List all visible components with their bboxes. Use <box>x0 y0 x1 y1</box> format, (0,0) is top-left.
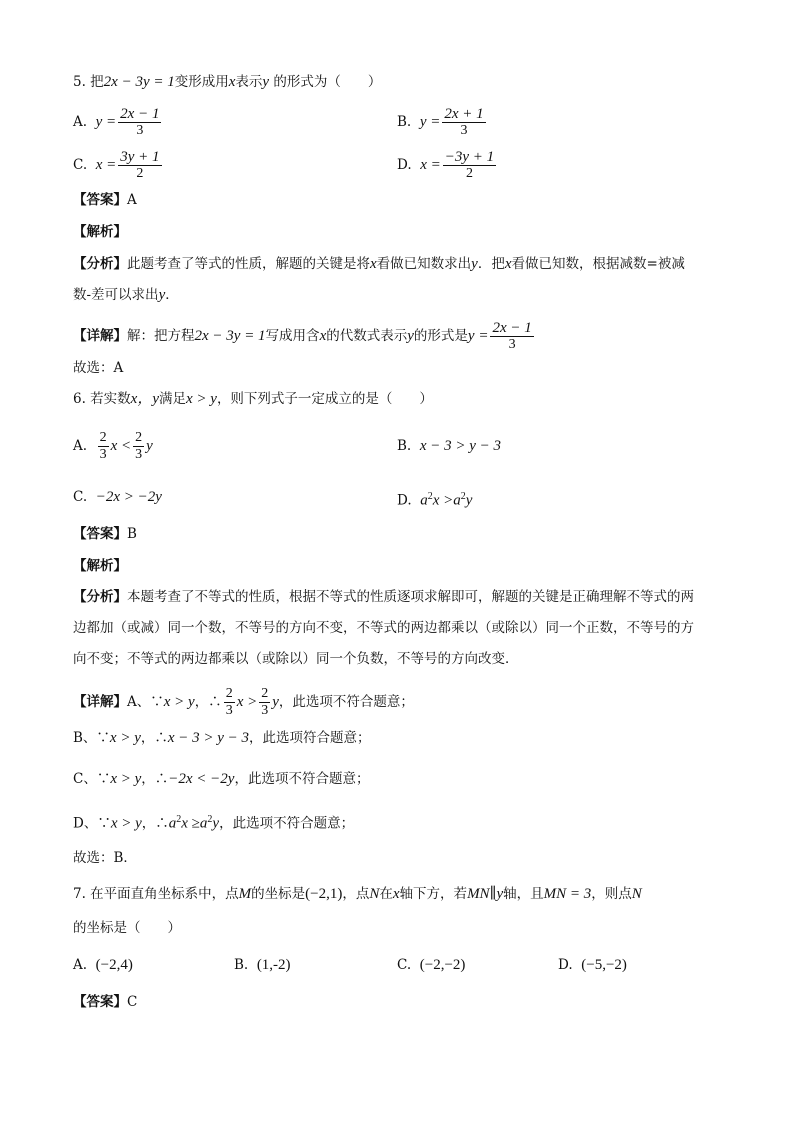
q7-option-b-value: (1,-2) <box>256 957 291 973</box>
q7-option-a <box>73 955 133 975</box>
q5-option-c-lhs: x = <box>95 157 117 173</box>
q6-stem-post: ，则下列式子一定成立的是（ ） <box>216 391 433 407</box>
q6-detail-tag: 【详解】 <box>73 694 127 710</box>
q6-detail-a <box>73 686 414 719</box>
q7-stem-line2-text: 的坐标是（ ） <box>73 920 181 936</box>
q6-detail-d-x: x ≥ <box>181 815 200 832</box>
q5-option-b-num: 2x + 1 <box>444 106 484 122</box>
q6-detail-d-a2: a <box>199 815 208 832</box>
q5-option-c-den: 2 <box>136 166 144 181</box>
q6-detail-c-pre: C、∵ <box>73 771 111 787</box>
q5-fenxi-text4: 看做已知数，根据减数=被减 <box>511 256 685 272</box>
q5-answer <box>73 190 137 210</box>
q6-option-a-mid: x < <box>110 438 132 454</box>
q6-detail-a-pre: A、∵ <box>127 694 164 710</box>
q6-option-d-a2: a <box>453 492 461 509</box>
q6-detail-b-post: ，此选项符合题意； <box>249 730 371 746</box>
q7-mn-parallel: MN∥y <box>467 886 504 902</box>
q6-stem-pre: 6. 若实数 <box>73 391 131 407</box>
q6-choose <box>73 848 137 868</box>
q5-detail-text3: 的代数式表示 <box>326 328 408 344</box>
q6-detail-c-expr: −2x < −2y <box>168 771 235 787</box>
q6-detail-d <box>73 810 354 834</box>
q7-stem-3: 在 <box>379 886 393 902</box>
q5-answer-tag: 【答案】 <box>73 192 127 208</box>
q6-detail-a-mid: ，∴ <box>194 694 222 710</box>
q6-option-c-expr: −2x > −2y <box>95 489 162 505</box>
q7-option-c-label: C. <box>397 957 412 973</box>
q5-detail-x: x <box>319 328 327 344</box>
q7-coord-m: (−2,1) <box>305 886 343 902</box>
q5-detail-fraction <box>490 320 533 353</box>
q5-detail-num: 2x − 1 <box>492 320 532 336</box>
q5-detail-tag: 【详解】 <box>73 328 127 344</box>
q5-option-d-lhs: x = <box>420 157 441 173</box>
q6-detail-b <box>73 728 371 748</box>
q5-option-c-num: 3y + 1 <box>120 149 160 165</box>
q7-option-d-label: D. <box>558 957 573 973</box>
q6-option-a-frac1 <box>98 430 109 463</box>
q5-option-d <box>397 149 498 182</box>
q5-option-a-num: 2x − 1 <box>120 106 160 122</box>
q6-detail-a-cond: x > y <box>163 694 195 710</box>
q6-detail-b-expr: x − 3 > y − 3 <box>167 730 250 746</box>
q5-detail-text2: 写成用含 <box>265 328 320 344</box>
q6-detail-a-op: x > <box>236 694 258 710</box>
q6-option-a-d1: 3 <box>99 447 107 462</box>
q6-fenxi-line3 <box>73 649 519 669</box>
q5-option-a-fraction <box>118 106 161 139</box>
q5-stem-mid2: 表示 <box>235 74 263 90</box>
q7-stem-line2 <box>73 918 181 938</box>
q5-fenxi-text1: 此题考查了等式的性质，解题的关键是将 <box>127 256 370 272</box>
q6-detail-b-cond: x > y <box>109 730 141 746</box>
q6-detail-d-pre: D、∵ <box>73 815 111 832</box>
q5-detail <box>73 320 536 353</box>
q6-detail-d-y: y <box>212 815 220 832</box>
q7-stem-4: 轴下方，若 <box>399 886 468 902</box>
q5-answer-value: A <box>127 192 137 208</box>
q5-stem-pre: 5. 把 <box>73 74 104 90</box>
q6-fenxi-text3: 向不变；不等式的两边都乘以（或除以）同一个负数，不等号的方向改变． <box>73 651 519 667</box>
q5-fenxi-text3: ．把 <box>477 256 505 272</box>
q6-option-d-e1: 2 <box>427 491 433 502</box>
q5-choose-text: 故选：A <box>73 360 124 376</box>
q5-option-a-label: A. <box>73 114 88 130</box>
q6-stem-mid: 满足 <box>159 391 186 407</box>
q7-option-c <box>397 955 465 975</box>
q6-detail-d-mid: ，∴ <box>141 815 169 832</box>
q6-option-a-n1: 2 <box>99 430 107 445</box>
q7-option-d-value: (−5,−2) <box>581 957 627 973</box>
q7-point-m: M <box>238 886 252 902</box>
q6-option-d-a1: a <box>420 492 428 509</box>
q5-stem <box>73 72 381 92</box>
q6-fenxi-line1 <box>73 587 694 607</box>
q6-analysis-tag: 【解析】 <box>73 558 127 574</box>
q6-vars: x，y <box>130 391 159 407</box>
q6-option-d <box>397 487 472 511</box>
q6-choose-text: 故选：B． <box>73 850 137 866</box>
q7-stem-1: 的坐标是 <box>251 886 306 902</box>
q6-detail-d-a1: a <box>168 815 177 832</box>
q5-detail-y: y <box>407 328 414 344</box>
q5-detail-eq: 2x − 3y = 1 <box>194 328 266 344</box>
q6-detail-c-cond: x > y <box>110 771 142 787</box>
q5-option-b-fraction <box>442 106 485 139</box>
q6-answer <box>73 524 137 544</box>
q6-detail-a-y: y <box>272 694 279 710</box>
q6-option-c-label: C. <box>73 489 88 505</box>
q6-detail-b-pre: B、∵ <box>73 730 110 746</box>
q6-fenxi-tag: 【分析】 <box>73 589 127 605</box>
q7-option-a-label: A. <box>73 957 88 973</box>
q5-option-c-label: C. <box>73 157 88 173</box>
q6-fenxi-text2: 边都加（或减）同一个数，不等号的方向不变，不等式的两边都乘以（或除以）同一个正数，不等号的方 <box>73 620 694 636</box>
q5-detail-den: 3 <box>508 337 516 352</box>
q5-var-y: y <box>262 74 270 90</box>
q7-answer-value: C <box>127 994 138 1010</box>
q5-fenxi-line2-a: 数-差可以求出 <box>73 287 159 303</box>
q5-stem-mid: 变形成用 <box>174 74 229 90</box>
q5-option-c-fraction <box>118 149 161 182</box>
q5-fenxi-text2: 看做已知数求出 <box>376 256 472 272</box>
q6-detail-a-n2: 2 <box>261 686 269 701</box>
q6-detail-b-mid: ，∴ <box>140 730 168 746</box>
q5-detail-text1: 解：把方程 <box>127 328 195 344</box>
q6-analysis-heading <box>73 556 127 576</box>
q6-detail-a-d1: 3 <box>225 703 233 718</box>
q6-detail-a-d2: 3 <box>261 703 269 718</box>
q5-option-a <box>73 106 163 139</box>
q6-option-b <box>397 436 501 456</box>
q5-detail-lhs: y = <box>467 328 489 344</box>
q7-x: x <box>392 886 400 902</box>
q6-fenxi-line2 <box>73 618 694 638</box>
q6-option-b-label: B. <box>397 438 412 454</box>
q7-option-b-label: B. <box>234 957 249 973</box>
q5-option-d-fraction <box>443 149 496 182</box>
q7-stem-line1 <box>73 884 642 904</box>
q7-stem-5: 轴，且 <box>503 886 544 902</box>
q6-detail-c-post: ，此选项不符合题意； <box>234 771 370 787</box>
q5-option-b-lhs: y = <box>419 114 441 130</box>
q7-option-a-value: (−2,4) <box>95 957 133 973</box>
q5-var-x: x <box>228 74 236 90</box>
q6-option-a-tail: y <box>146 438 153 454</box>
q7-stem-2: ，点 <box>342 886 370 902</box>
q5-option-c <box>73 149 164 182</box>
q6-option-d-x: x > <box>432 492 454 509</box>
q6-option-a-label: A. <box>73 438 88 454</box>
q7-stem-pre: 7. 在平面直角坐标系中，点 <box>73 886 239 902</box>
q7-point-n: N <box>369 886 380 902</box>
q6-option-d-y: y <box>465 492 473 509</box>
q6-option-c <box>73 487 162 507</box>
q6-option-d-e2: 2 <box>460 491 466 502</box>
q6-detail-a-frac1 <box>224 686 235 719</box>
q5-fenxi-y: y <box>471 256 478 272</box>
q5-fenxi-line2-y: y <box>158 287 166 303</box>
q5-fenxi-line2-b: ． <box>165 287 179 303</box>
q5-option-b <box>397 106 488 139</box>
q5-option-b-den: 3 <box>460 123 468 138</box>
q6-detail-a-n1: 2 <box>225 686 233 701</box>
q7-answer <box>73 992 137 1012</box>
q5-fenxi-line2 <box>73 285 179 305</box>
q6-detail-a-post: ，此选项不符合题意； <box>278 694 414 710</box>
q5-fenxi-x2: x <box>504 256 512 272</box>
q5-detail-text4: 的形式是 <box>413 328 468 344</box>
q7-option-b <box>234 955 291 975</box>
q6-answer-value: B <box>127 526 137 542</box>
q7-option-d <box>558 955 627 975</box>
q6-option-d-label: D. <box>397 492 412 509</box>
q6-option-a-frac2 <box>133 430 144 463</box>
q6-fenxi-text1: 本题考查了不等式的性质，根据不等式的性质逐项求解即可，解题的关键是正确理解不等式的两 <box>127 589 694 605</box>
q5-option-a-lhs: y = <box>95 114 117 130</box>
q5-choose <box>73 358 123 378</box>
q5-option-a-den: 3 <box>136 123 144 138</box>
q6-detail-d-cond: x > y <box>110 815 142 832</box>
q6-detail-d-e1: 2 <box>176 814 182 825</box>
q5-fenxi-x: x <box>370 256 377 272</box>
q6-answer-tag: 【答案】 <box>73 526 127 542</box>
q6-option-a-d2: 3 <box>135 447 143 462</box>
q7-mn-eq: MN = 3 <box>543 886 592 902</box>
q6-option-b-expr: x − 3 > y − 3 <box>419 438 501 454</box>
q5-analysis-heading <box>73 222 127 242</box>
q6-detail-a-frac2 <box>259 686 270 719</box>
q6-detail-d-e2: 2 <box>207 814 213 825</box>
q5-option-d-num: −3y + 1 <box>444 149 495 165</box>
q6-option-a-n2: 2 <box>135 430 143 445</box>
q5-option-b-label: B. <box>397 114 412 130</box>
q6-option-a <box>73 430 153 463</box>
q5-analysis-tag: 【解析】 <box>73 224 127 240</box>
q7-option-c-value: (−2,−2) <box>419 957 466 973</box>
q5-option-d-den: 2 <box>465 166 473 181</box>
q6-detail-d-post: ，此选项不符合题意； <box>219 815 355 832</box>
q6-stem <box>73 389 433 409</box>
q5-equation: 2x − 3y = 1 <box>103 74 175 90</box>
q7-stem-6: ，则点 <box>591 886 632 902</box>
q5-fenxi-tag: 【分析】 <box>73 256 127 272</box>
q6-detail-c <box>73 769 369 789</box>
q6-detail-c-mid: ，∴ <box>141 771 169 787</box>
q5-fenxi-line1 <box>73 254 685 274</box>
q6-cond: x > y <box>186 391 217 407</box>
q7-point-n2: N <box>631 886 642 902</box>
q7-answer-tag: 【答案】 <box>73 994 127 1010</box>
q5-stem-post: 的形式为（ ） <box>269 74 382 90</box>
q5-option-d-label: D. <box>397 157 412 173</box>
